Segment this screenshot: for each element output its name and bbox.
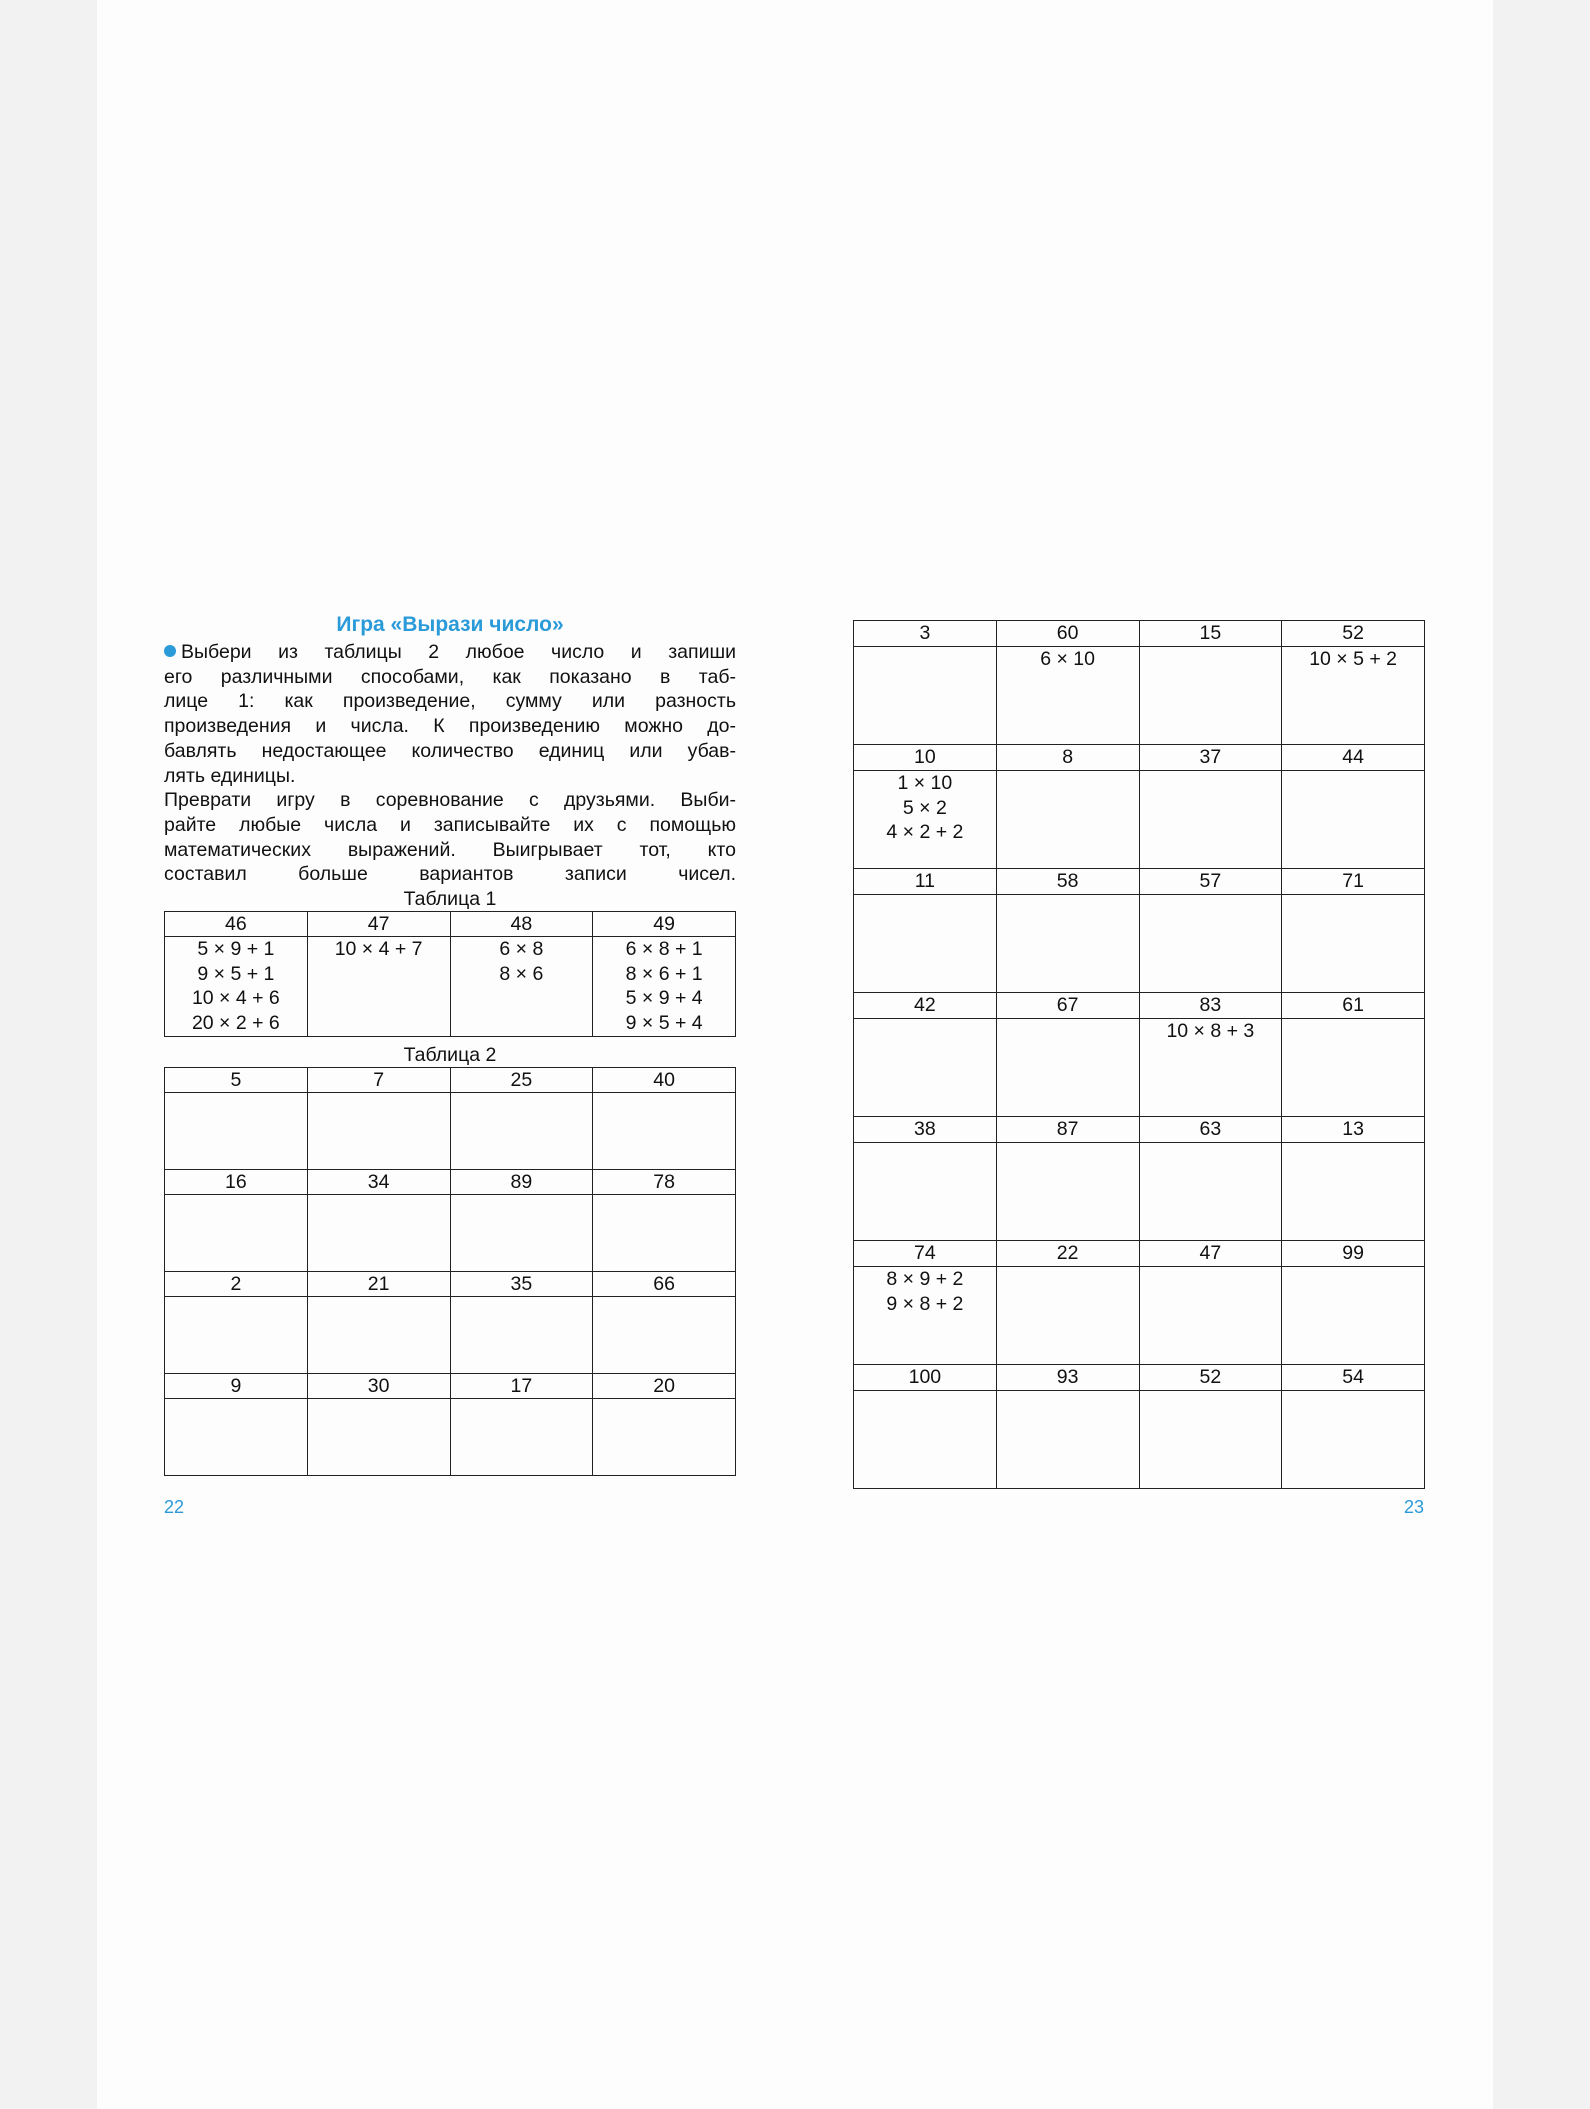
- answer-cell[interactable]: [1282, 1391, 1425, 1489]
- table2-header: 89: [450, 1169, 593, 1194]
- table2-header: 78: [593, 1169, 736, 1194]
- answer-cell[interactable]: [996, 1391, 1139, 1489]
- table-row: [854, 745, 1425, 771]
- table2-header: 30: [307, 1373, 450, 1398]
- table2-header: 20: [593, 1373, 736, 1398]
- answer-cell[interactable]: [854, 1391, 997, 1489]
- table2-header: 21: [307, 1271, 450, 1296]
- table-row: [165, 1398, 736, 1475]
- answer-cell[interactable]: [996, 1267, 1139, 1365]
- answer-cell[interactable]: [1139, 1019, 1282, 1117]
- instruction-line: произведения и числа. К произведению можно до-: [164, 715, 736, 738]
- table2-header: 66: [593, 1271, 736, 1296]
- answer-cell[interactable]: [1139, 1143, 1282, 1241]
- table-row: [854, 895, 1425, 993]
- table2-header: 9: [165, 1373, 308, 1398]
- table-row: [854, 1117, 1425, 1143]
- table2-header: 17: [450, 1373, 593, 1398]
- number-header: 37: [1139, 745, 1282, 771]
- answer-cell[interactable]: [1282, 1143, 1425, 1241]
- answer-cell[interactable]: [854, 771, 997, 869]
- answer-table: [853, 620, 1425, 1489]
- instruction-line: бавлять недостающее количество единиц или убав-: [164, 739, 736, 762]
- number-header: 100: [854, 1365, 997, 1391]
- number-header: 11: [854, 869, 997, 895]
- instruction-line: райте любые числа и записывайте их с помощью: [164, 813, 736, 836]
- number-header: 15: [1139, 621, 1282, 647]
- table-row: [854, 621, 1425, 647]
- table-row: [165, 1092, 736, 1169]
- answer-cell[interactable]: [854, 1143, 997, 1241]
- expression: 5 × 2: [902, 796, 947, 819]
- table1-cell: [307, 937, 450, 1037]
- number-header: 71: [1282, 869, 1425, 895]
- number-header: 58: [996, 869, 1139, 895]
- answer-cell[interactable]: [450, 1296, 593, 1373]
- table2-header: 16: [165, 1169, 308, 1194]
- instruction-line: лице 1: как произведение, сумму или разность: [164, 690, 736, 713]
- expression: 8 × 9 + 2: [886, 1268, 964, 1290]
- number-header: 8: [996, 745, 1139, 771]
- number-header: 13: [1282, 1117, 1425, 1143]
- answer-cell[interactable]: [307, 1296, 450, 1373]
- answer-cell[interactable]: [593, 1194, 736, 1271]
- number-header: 83: [1139, 993, 1282, 1019]
- instruction-line: лять единицы.: [164, 764, 296, 787]
- table1-header: 46: [165, 912, 308, 937]
- number-header: 99: [1282, 1241, 1425, 1267]
- number-header: 61: [1282, 993, 1425, 1019]
- number-header: 87: [996, 1117, 1139, 1143]
- table2-header: 40: [593, 1067, 736, 1092]
- table-2: [164, 1067, 736, 1476]
- number-header: 93: [996, 1365, 1139, 1391]
- answer-cell[interactable]: [1139, 1267, 1282, 1365]
- table1-header: 48: [450, 912, 593, 937]
- number-header: 63: [1139, 1117, 1282, 1143]
- expression: 6 × 8 + 1: [625, 938, 703, 961]
- answer-cell[interactable]: [1282, 771, 1425, 869]
- expression: 20 × 2 + 6: [191, 1012, 280, 1035]
- expression: 6 × 8: [499, 938, 544, 961]
- answer-cell[interactable]: [165, 1194, 308, 1271]
- answer-cell[interactable]: [996, 1019, 1139, 1117]
- answer-cell[interactable]: [1139, 1391, 1282, 1489]
- expression: 5 × 9 + 1: [197, 938, 275, 961]
- instruction-line: Преврати игру в соревнование с друзьями. Выби-: [164, 789, 736, 812]
- answer-cell[interactable]: [1139, 771, 1282, 869]
- table-row: [165, 1296, 736, 1373]
- answer-cell[interactable]: [996, 771, 1139, 869]
- table2-header: 34: [307, 1169, 450, 1194]
- answer-cell[interactable]: [307, 1092, 450, 1169]
- expression: 9 × 5 + 4: [625, 1012, 703, 1035]
- expression: 10 × 5 + 2: [1309, 648, 1398, 670]
- expression: 10 × 4 + 6: [191, 987, 280, 1010]
- answer-cell[interactable]: [1282, 647, 1425, 745]
- table1-cell: [450, 937, 593, 1037]
- table-row: [854, 869, 1425, 895]
- expression: 8 × 6 + 1: [625, 962, 703, 985]
- answer-cell[interactable]: [996, 1143, 1139, 1241]
- table-row: [854, 647, 1425, 745]
- expression: 4 × 2 + 2: [886, 821, 964, 844]
- table1-cell: [593, 937, 736, 1037]
- table1-header: 47: [307, 912, 450, 937]
- answer-cell[interactable]: [996, 647, 1139, 745]
- table1-cell: [165, 937, 308, 1037]
- number-header: 57: [1139, 869, 1282, 895]
- number-header: 47: [1139, 1241, 1282, 1267]
- number-header: 38: [854, 1117, 997, 1143]
- answer-cell[interactable]: [450, 1398, 593, 1475]
- expression: 10 × 8 + 3: [1166, 1020, 1255, 1042]
- answer-cell[interactable]: [450, 1194, 593, 1271]
- left-page: [164, 610, 736, 1476]
- instruction-line: его различными способами, как показано в таб-: [164, 665, 736, 688]
- table-row: [165, 1373, 736, 1398]
- expression: 9 × 8 + 2: [886, 1292, 964, 1315]
- number-header: 10: [854, 745, 997, 771]
- answer-cell[interactable]: [1282, 1267, 1425, 1365]
- table-row: [165, 1271, 736, 1296]
- expression: 5 × 9 + 4: [625, 987, 703, 1010]
- number-header: 42: [854, 993, 997, 1019]
- number-header: 60: [996, 621, 1139, 647]
- expression: 1 × 10: [897, 772, 953, 794]
- answer-cell[interactable]: [593, 1296, 736, 1373]
- answer-cell[interactable]: [854, 1019, 997, 1117]
- instruction-line: математических выражений. Выигрывает тот, кто: [164, 838, 736, 861]
- instruction-line: Выбери из таблицы 2 любое число и запиши: [164, 640, 736, 665]
- table2-header: 25: [450, 1067, 593, 1092]
- number-header: 3: [854, 621, 997, 647]
- answer-cell[interactable]: [1282, 1019, 1425, 1117]
- table-row: [854, 1267, 1425, 1365]
- table-row: [165, 937, 736, 1037]
- table-row: [165, 1067, 736, 1092]
- table-row: [854, 993, 1425, 1019]
- expression: 6 × 10: [1040, 648, 1095, 670]
- table-row: [165, 1194, 736, 1271]
- game-title: Игра «Вырази число»: [336, 613, 564, 636]
- answer-cell[interactable]: [165, 1296, 308, 1373]
- table-row: [854, 1019, 1425, 1117]
- table-row: [854, 1365, 1425, 1391]
- table-row: [854, 1241, 1425, 1267]
- answer-cell[interactable]: [1139, 647, 1282, 745]
- answer-cell[interactable]: [307, 1194, 450, 1271]
- expression: 8 × 6: [499, 962, 544, 985]
- table2-header: 2: [165, 1271, 308, 1296]
- page-number-right: 23: [1404, 1497, 1425, 1517]
- number-header: 22: [996, 1241, 1139, 1267]
- table-row: [854, 1391, 1425, 1489]
- answer-cell[interactable]: [996, 895, 1139, 993]
- table2-caption: Таблица 2: [403, 1043, 497, 1066]
- number-header: 54: [1282, 1365, 1425, 1391]
- page-number-left: 22: [164, 1497, 185, 1517]
- answer-cell[interactable]: [593, 1092, 736, 1169]
- number-header: 52: [1282, 621, 1425, 647]
- table-row: [165, 912, 736, 937]
- bullet-icon: [164, 645, 176, 657]
- answer-cell[interactable]: [1282, 895, 1425, 993]
- number-header: 44: [1282, 745, 1425, 771]
- expression: 9 × 5 + 1: [197, 962, 275, 985]
- table1-header: 49: [593, 912, 736, 937]
- answer-cell[interactable]: [854, 1267, 997, 1365]
- answer-cell[interactable]: [165, 1398, 308, 1475]
- answer-cell[interactable]: [593, 1398, 736, 1475]
- answer-cell[interactable]: [450, 1092, 593, 1169]
- expression: 10 × 4 + 7: [334, 938, 423, 961]
- table-row: [165, 1169, 736, 1194]
- table2-header: 7: [307, 1067, 450, 1092]
- right-page: [853, 620, 1425, 1489]
- answer-cell[interactable]: [854, 647, 997, 745]
- answer-cell[interactable]: [854, 895, 997, 993]
- table2-header: 35: [450, 1271, 593, 1296]
- table2-header: 5: [165, 1067, 308, 1092]
- answer-cell[interactable]: [1139, 895, 1282, 993]
- table-row: [854, 771, 1425, 869]
- number-header: 74: [854, 1241, 997, 1267]
- instructions: [164, 640, 736, 887]
- answer-cell[interactable]: [165, 1092, 308, 1169]
- table-1: [164, 911, 736, 1037]
- number-header: 52: [1139, 1365, 1282, 1391]
- table1-caption: Таблица 1: [403, 888, 497, 911]
- answer-cell[interactable]: [307, 1398, 450, 1475]
- instruction-line: составил больше вариантов записи чисел.: [164, 863, 736, 886]
- number-header: 67: [996, 993, 1139, 1019]
- table-row: [854, 1143, 1425, 1241]
